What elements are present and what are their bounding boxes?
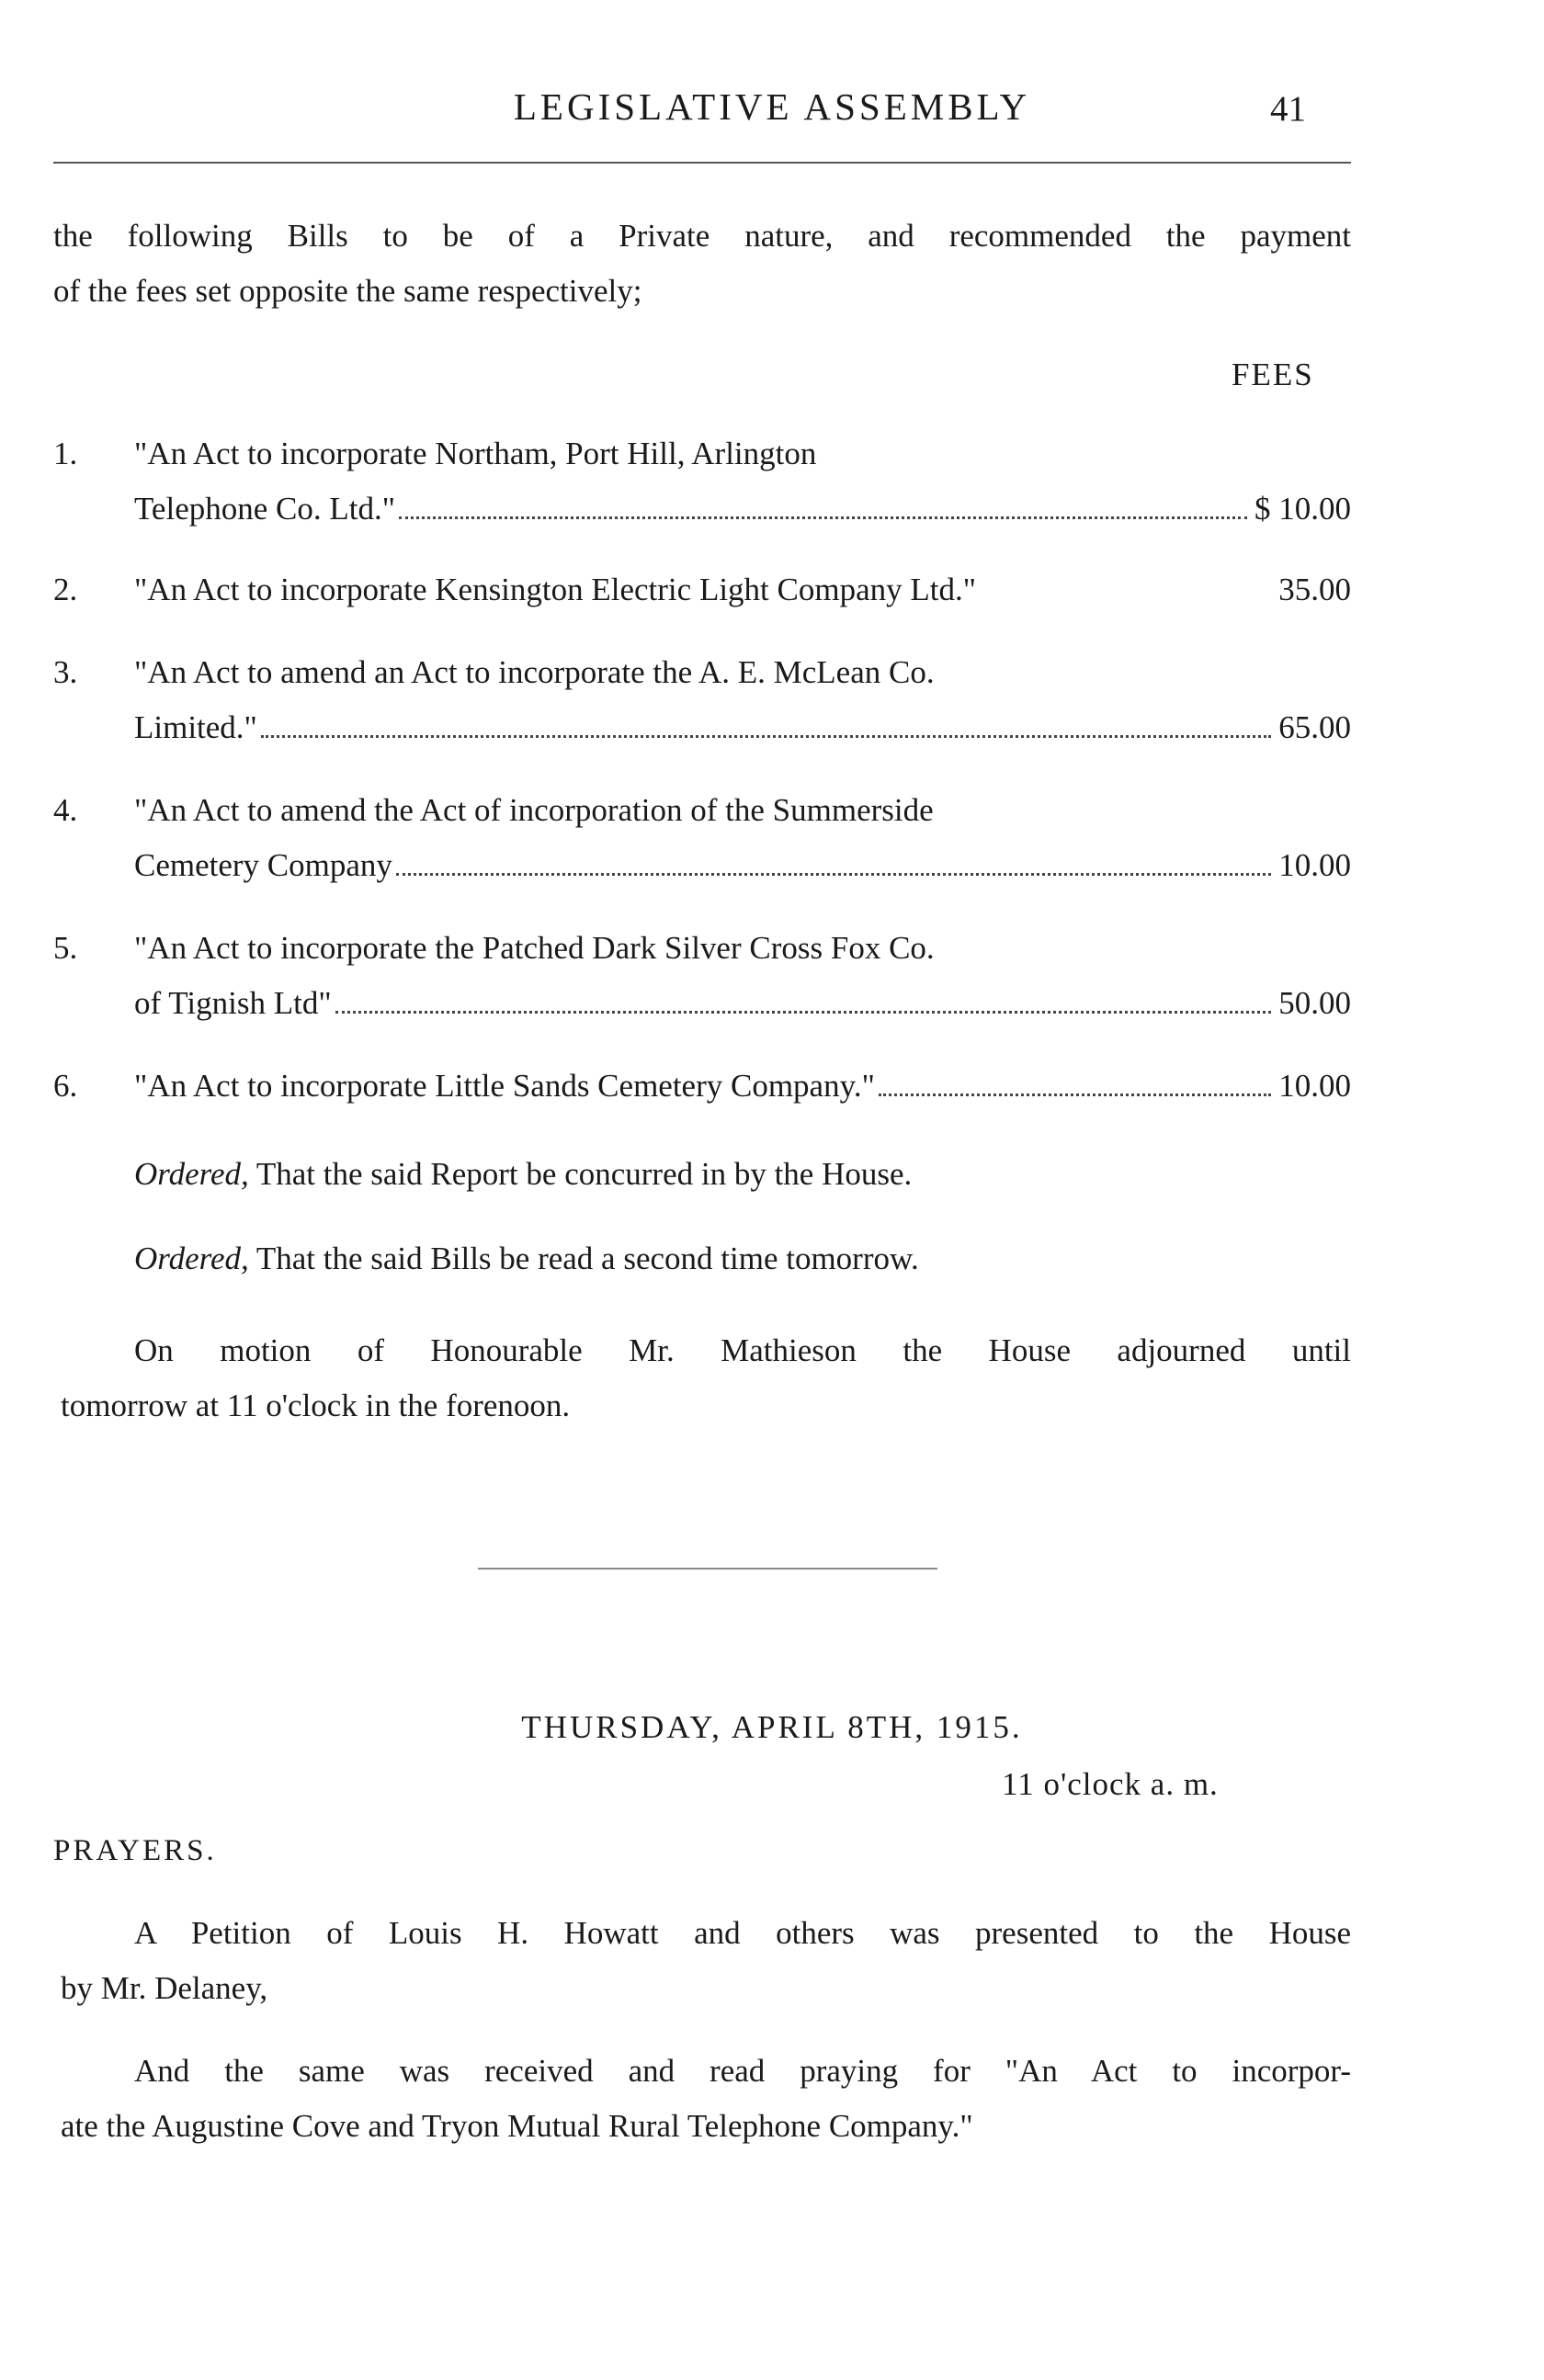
bill-title-line: Cemetery Company: [134, 847, 392, 883]
ordered-word: Ordered,: [134, 1241, 249, 1276]
petition-line-1: A Petition of Louis H. Howatt and others was presented to the House: [134, 1915, 1351, 1951]
bill-title-line: "An Act to incorporate the Patched Dark Silver Cross Fox Co.: [134, 930, 935, 966]
intro-line-1: the following Bills to be of a Private nature, and recommended the payment: [53, 218, 1351, 254]
bill-title-line: Limited.": [134, 709, 257, 745]
dot-leader: [879, 1094, 1271, 1096]
bill-fee: $ 10.00: [1254, 491, 1351, 527]
bill-fee-line: [134, 709, 1351, 746]
bill-title-line: "An Act to incorporate Little Sands Cemetery Company.": [134, 1068, 875, 1104]
sitting-date: THURSDAY, APRIL 8TH, 1915.: [521, 1709, 1023, 1745]
bill-fee: 65.00: [1278, 709, 1351, 745]
prayers-heading: PRAYERS.: [53, 1834, 217, 1867]
petition-line-2: by Mr. Delaney,: [61, 1970, 268, 2006]
intro-line-2: of the fees set opposite the same respectively;: [53, 273, 642, 309]
order-report: [134, 1156, 912, 1193]
bill-fee-line: [134, 1068, 1351, 1105]
dot-leader: [399, 516, 1247, 519]
received-line-2: ate the Augustine Cove and Tryon Mutual Rural Telephone Company.": [61, 2108, 973, 2144]
bill-fee-line: [134, 985, 1351, 1022]
adjourn-line-2: tomorrow at 11 o'clock in the forenoon.: [61, 1388, 571, 1423]
bill-number: 1.: [53, 436, 78, 471]
bill-fee: 10.00: [1278, 847, 1351, 883]
bill-title-line: of Tignish Ltd": [134, 985, 332, 1021]
bill-number: 3.: [53, 654, 78, 690]
header-rule: [53, 162, 1351, 164]
sitting-time: 11 o'clock a. m.: [1002, 1766, 1219, 1802]
adjourn-line-1: On motion of Honourable Mr. Mathieson the House adjourned until: [134, 1332, 1351, 1368]
order-text: That the said Bills be read a second time tomorrow.: [255, 1241, 919, 1276]
bill-fee-line: [134, 572, 1351, 608]
bill-fee: 35.00: [1278, 572, 1351, 607]
bill-number: 6.: [53, 1068, 78, 1104]
order-text: That the said Report be concurred in by the House.: [255, 1156, 913, 1192]
bill-number: 5.: [53, 930, 78, 966]
page-number: 41: [1270, 89, 1306, 129]
dot-leader: [396, 873, 1271, 876]
bill-fee-line: [134, 491, 1351, 527]
dot-leader: [335, 1011, 1272, 1014]
bill-title-line: "An Act to incorporate Kensington Electric Light Company Ltd.": [134, 572, 977, 607]
bill-title-line: "An Act to amend an Act to incorporate the A. E. McLean Co.: [134, 654, 935, 690]
bill-title-line: "An Act to amend the Act of incorporation of the Summerside: [134, 792, 934, 828]
section-separator: [478, 1568, 937, 1570]
received-line-1: And the same was received and read praying for "An Act to incorpor-: [134, 2053, 1351, 2089]
fees-heading: FEES: [1232, 357, 1314, 392]
order-bills: [134, 1241, 919, 1277]
bill-title-line: Telephone Co. Ltd.": [134, 491, 395, 527]
bill-number: 2.: [53, 572, 78, 607]
dot-leader: [261, 735, 1271, 738]
bill-fee-line: [134, 847, 1351, 884]
bill-fee: 50.00: [1278, 985, 1351, 1021]
bill-number: 4.: [53, 792, 78, 828]
bill-fee: 10.00: [1278, 1068, 1351, 1104]
ordered-word: Ordered,: [134, 1156, 249, 1192]
bill-title-line: "An Act to incorporate Northam, Port Hill, Arlington: [134, 436, 817, 471]
running-header-title: LEGISLATIVE ASSEMBLY: [513, 85, 1031, 128]
